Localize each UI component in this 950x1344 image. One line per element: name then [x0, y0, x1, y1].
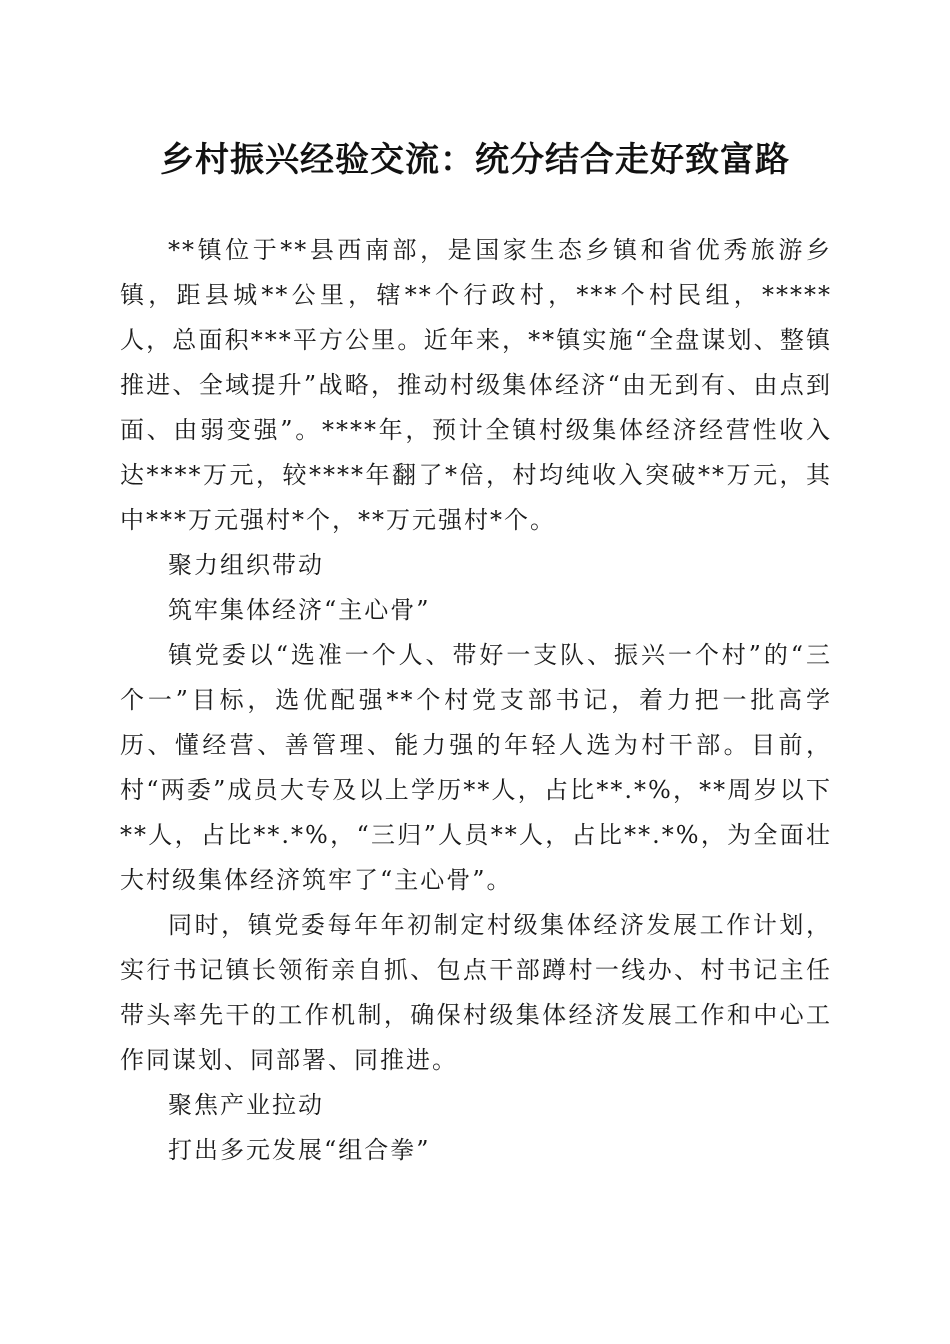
document-title: 乡村振兴经验交流：统分结合走好致富路 — [160, 140, 790, 180]
section-heading-industry: 聚焦产业拉动 — [168, 1091, 324, 1119]
section-heading-organization: 聚力组织带动 — [168, 551, 324, 579]
body-paragraph: 同时，镇党委每年年初制定村级集体经济发展工作计划，实行书记镇长领衔亲自抓、包点干部蹲村一线办、村书记主任带头率先干的工作机制，确保村级集体经济发展工作和中心工作同谋划、同部署、同推进。 — [120, 911, 832, 1074]
document-body — [120, 228, 832, 1173]
intro-paragraph: **镇位于**县西南部，是国家生态乡镇和省优秀旅游乡镇，距县城**公里，辖**个行政村，***个村民组，*****人，总面积***平方公里。近年来，**镇实施“全盘谋划、整镇推进、全域提升”战略，推动村级集体经济“由无到有、由点到面、由弱变强”。****年，预计全镇村级集体经济经营性收入达****万元，较****年翻了*倍，村均纯收入突破**万元，其中***万元强村*个，**万元强村*个。 — [120, 236, 832, 534]
body-paragraph: 镇党委以“选准一个人、带好一支队、振兴一个村”的“三个一”目标，选优配强**个村党支部书记，着力把一批高学历、懂经营、善管理、能力强的年轻人选为村干部。目前，村“两委”成员大专及以上学历**人，占比**.*%，**周岁以下**人，占比**.*%，“三归”人员**人，占比**.*%，为全面壮大村级集体经济筑牢了“主心骨”。 — [120, 641, 832, 894]
section-subheading-combination: 打出多元发展“组合拳” — [168, 1136, 431, 1164]
section-subheading-backbone: 筑牢集体经济“主心骨” — [168, 596, 431, 624]
